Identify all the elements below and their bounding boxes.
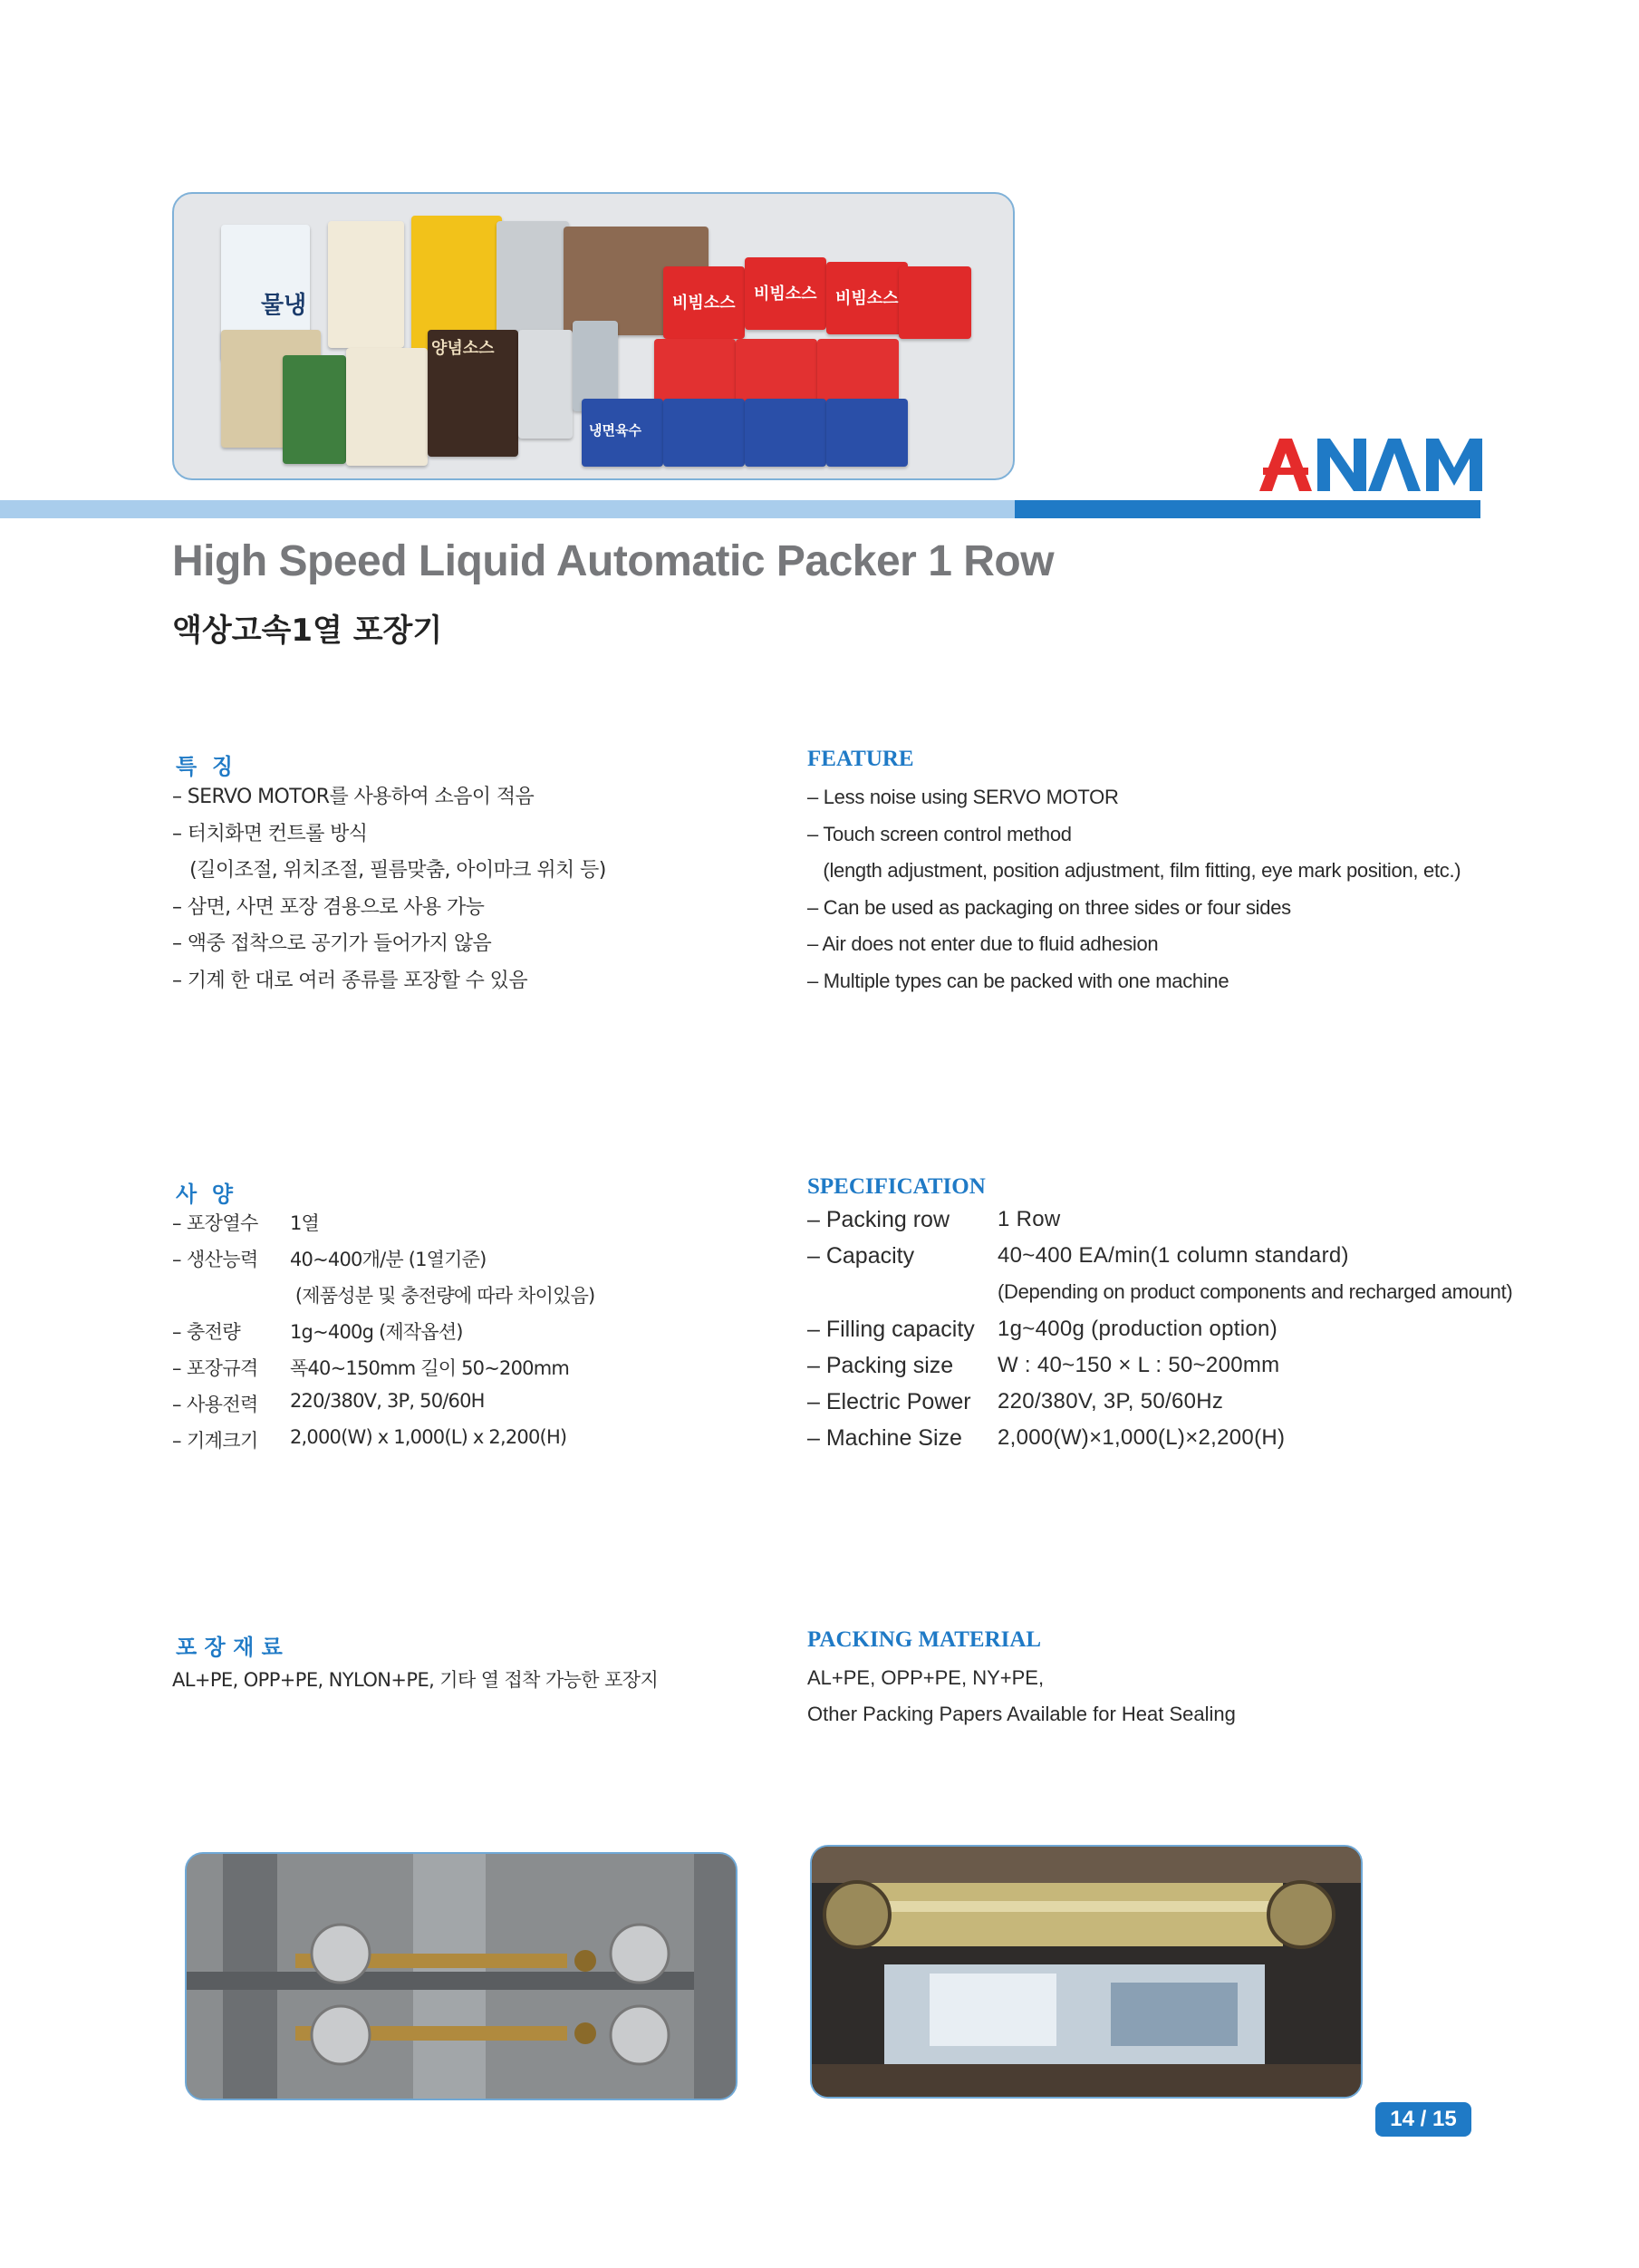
spec-value: 220/380V, 3P, 50/60H	[290, 1390, 485, 1412]
material-heading-en: PACKING MATERIAL	[807, 1627, 1042, 1652]
spec-label: – 포장열수	[172, 1212, 258, 1234]
spec-value: 40~400개/분 (1열기준)	[290, 1249, 487, 1270]
packet-red-1	[663, 266, 745, 339]
machine-photo-right-art	[812, 1847, 1361, 2097]
machine-photo-left-art	[187, 1854, 736, 2099]
features-heading-en: FEATURE	[807, 747, 914, 771]
material-text-en-2: Other Packing Papers Available for Heat Sealing	[807, 1703, 1236, 1725]
packet-dark	[428, 330, 518, 457]
spec-label: – Electric Power	[807, 1389, 971, 1414]
page-number: 14 / 15	[1375, 2102, 1471, 2137]
list-item: (길이조절, 위치조절, 필름맞춤, 아이마크 위치 등)	[172, 859, 606, 882]
features-heading-ko: 특 징	[176, 754, 234, 779]
spec-list-ko	[172, 1209, 806, 1472]
machine-photo-right	[810, 1845, 1363, 2099]
spec-label: – 포장규격	[172, 1357, 258, 1379]
spec-label: – 기계크기	[172, 1430, 258, 1452]
packet-sauce-2	[346, 348, 428, 466]
packet-red-2	[745, 257, 826, 330]
material-text-en-1: AL+PE, OPP+PE, NY+PE,	[807, 1666, 1045, 1689]
spec-label: – Packing size	[807, 1353, 954, 1378]
spec-heading-en: SPECIFICATION	[807, 1174, 986, 1199]
spec-list-en	[807, 1207, 1514, 1479]
spec-value: 2,000(W)×1,000(L)×2,200(H)	[998, 1425, 1286, 1450]
spec-label: – Packing row	[807, 1207, 950, 1232]
header-bar-light	[0, 500, 1015, 518]
packet-label: 물냉	[261, 292, 307, 319]
list-item: – Touch screen control method	[807, 822, 1072, 845]
packet-label: 비빔소스	[754, 285, 817, 304]
page-subtitle: 액상고속1열 포장기	[172, 613, 443, 649]
list-item: – Less noise using SERVO MOTOR	[807, 786, 1119, 808]
spec-value: 1g~400g (production option)	[998, 1317, 1277, 1341]
spec-value: 1열	[290, 1212, 320, 1234]
spec-value: (제품성분 및 충전량에 따라 차이있음)	[290, 1285, 595, 1307]
spec-label: – Filling capacity	[807, 1317, 975, 1342]
packet-label: 냉면육수	[589, 422, 641, 439]
list-item: – Multiple types can be packed with one machine	[807, 969, 1229, 992]
spec-value: (Depending on product components and recharged amount)	[998, 1280, 1513, 1303]
packet-label: 비빔소스	[835, 289, 899, 308]
product-photo	[172, 192, 1015, 480]
list-item: – Can be used as packaging on three sides or four sides	[807, 895, 1291, 919]
spec-value: 2,000(W) x 1,000(L) x 2,200(H)	[290, 1426, 567, 1448]
packet-green	[283, 355, 346, 464]
spec-value: 1 Row	[998, 1207, 1061, 1231]
list-item: – 삼면, 사면 포장 겸용으로 사용 가능	[172, 895, 485, 919]
spec-value: 40~400 EA/min(1 column standard)	[998, 1243, 1349, 1268]
packet-blue-4	[826, 399, 908, 467]
packet-blue-3	[745, 399, 826, 467]
machine-photo-left	[185, 1852, 738, 2100]
list-item: (length adjustment, position adjustment, film fitting, eye mark position, etc.)	[807, 859, 1461, 882]
spec-value: 폭40~150mm 길이 50~200mm	[290, 1357, 570, 1379]
material-heading-ko: 포 장 재 료	[176, 1635, 283, 1660]
material-text-ko: AL+PE, OPP+PE, NYLON+PE, 기타 열 접착 가능한 포장지	[172, 1669, 659, 1691]
anam-logo	[1259, 435, 1482, 493]
list-item: – Air does not enter due to fluid adhesion	[807, 932, 1159, 955]
spec-value: 1g~400g (제작옵션)	[290, 1321, 463, 1343]
spec-value: 220/380V, 3P, 50/60Hz	[998, 1389, 1224, 1414]
page-title: High Speed Liquid Automatic Packer 1 Row	[172, 537, 1055, 585]
features-list-en	[807, 779, 1461, 999]
spec-value: W : 40~150 × L : 50~200mm	[998, 1353, 1280, 1377]
list-item: – 기계 한 대로 여러 종류를 포장할 수 있음	[172, 969, 527, 992]
packet-red-3	[826, 262, 908, 334]
packet-red-7	[899, 266, 971, 339]
list-item: – 액중 접착으로 공기가 들어가지 않음	[172, 932, 492, 955]
spec-heading-ko: 사 양	[176, 1182, 234, 1207]
packet-label: 비빔소스	[672, 294, 736, 313]
packet-silver-2	[573, 321, 618, 411]
list-item: – 터치화면 컨트롤 방식	[172, 822, 368, 845]
header-bar-dark	[1015, 500, 1480, 518]
spec-label: – 생산능력	[172, 1249, 258, 1270]
anam-logo-mark	[1259, 435, 1482, 493]
spec-label: – 충전량	[172, 1321, 241, 1343]
packet-blue-1	[582, 399, 663, 467]
packet-sauce-1	[328, 221, 404, 348]
packet-blue-2	[663, 399, 745, 467]
packet-silver	[518, 330, 573, 439]
features-list-ko	[172, 779, 606, 999]
spec-label: – Machine Size	[807, 1425, 962, 1451]
spec-label: – 사용전력	[172, 1394, 258, 1415]
spec-label: – Capacity	[807, 1243, 915, 1269]
packet-label: 양념소스	[431, 339, 495, 358]
list-item: – SERVO MOTOR를 사용하여 소음이 적음	[172, 786, 535, 808]
